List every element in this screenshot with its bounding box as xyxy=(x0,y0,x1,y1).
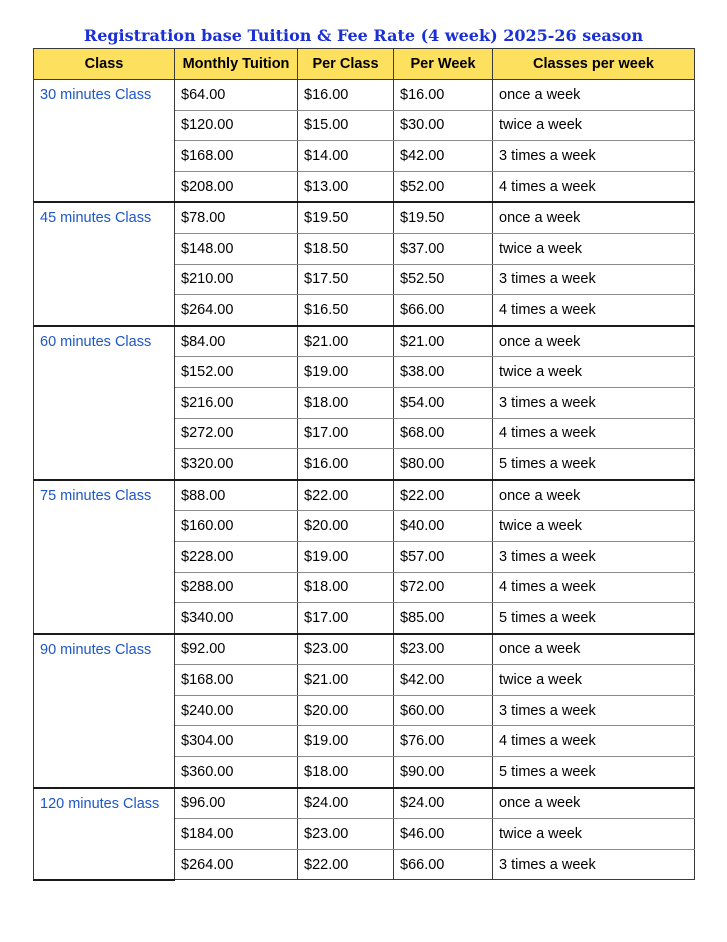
monthly-tuition-cell: $152.00 xyxy=(175,357,298,388)
table-row xyxy=(34,326,695,357)
per-week-cell: $23.00 xyxy=(394,634,493,665)
per-week-cell: $60.00 xyxy=(394,695,493,726)
classes-per-week-cell: 3 times a week xyxy=(493,541,695,572)
header-per-week: Per Week xyxy=(394,49,493,80)
table-row xyxy=(34,480,695,511)
classes-per-week-cell: 4 times a week xyxy=(493,295,695,326)
per-class-cell: $18.50 xyxy=(298,233,394,264)
classes-per-week-cell: 3 times a week xyxy=(493,141,695,172)
per-class-cell: $19.50 xyxy=(298,202,394,233)
monthly-tuition-cell: $120.00 xyxy=(175,110,298,141)
per-week-cell: $16.00 xyxy=(394,80,493,111)
per-class-cell: $22.00 xyxy=(298,849,394,880)
classes-per-week-cell: 5 times a week xyxy=(493,449,695,480)
per-week-cell: $30.00 xyxy=(394,110,493,141)
per-week-cell: $38.00 xyxy=(394,357,493,388)
monthly-tuition-cell: $84.00 xyxy=(175,326,298,357)
per-class-cell: $15.00 xyxy=(298,110,394,141)
classes-per-week-cell: 3 times a week xyxy=(493,695,695,726)
per-week-cell: $22.00 xyxy=(394,480,493,511)
monthly-tuition-cell: $160.00 xyxy=(175,511,298,542)
header-class: Class xyxy=(34,49,175,80)
per-class-cell: $24.00 xyxy=(298,788,394,819)
classes-per-week-cell: 5 times a week xyxy=(493,603,695,634)
classes-per-week-cell: twice a week xyxy=(493,511,695,542)
class-group-label: 60 minutes Class xyxy=(34,326,175,480)
classes-per-week-cell: twice a week xyxy=(493,665,695,696)
per-week-cell: $66.00 xyxy=(394,295,493,326)
header-row xyxy=(34,49,695,80)
per-week-cell: $90.00 xyxy=(394,757,493,788)
per-class-cell: $19.00 xyxy=(298,726,394,757)
page-title: Registration base Tuition & Fee Rate (4 week) 2025-26 season xyxy=(83,26,644,45)
classes-per-week-cell: 3 times a week xyxy=(493,849,695,880)
classes-per-week-cell: twice a week xyxy=(493,357,695,388)
tuition-rate-table xyxy=(33,48,695,881)
monthly-tuition-cell: $148.00 xyxy=(175,233,298,264)
table-row xyxy=(34,80,695,111)
monthly-tuition-cell: $96.00 xyxy=(175,788,298,819)
monthly-tuition-cell: $88.00 xyxy=(175,480,298,511)
table-header xyxy=(34,49,695,80)
per-class-cell: $22.00 xyxy=(298,480,394,511)
monthly-tuition-cell: $216.00 xyxy=(175,387,298,418)
per-week-cell: $76.00 xyxy=(394,726,493,757)
per-week-cell: $80.00 xyxy=(394,449,493,480)
per-week-cell: $68.00 xyxy=(394,418,493,449)
monthly-tuition-cell: $304.00 xyxy=(175,726,298,757)
classes-per-week-cell: once a week xyxy=(493,480,695,511)
per-week-cell: $72.00 xyxy=(394,572,493,603)
classes-per-week-cell: 4 times a week xyxy=(493,171,695,202)
classes-per-week-cell: once a week xyxy=(493,634,695,665)
per-week-cell: $24.00 xyxy=(394,788,493,819)
monthly-tuition-cell: $78.00 xyxy=(175,202,298,233)
header-classes-per-week: Classes per week xyxy=(493,49,695,80)
monthly-tuition-cell: $264.00 xyxy=(175,295,298,326)
class-group-label: 90 minutes Class xyxy=(34,634,175,788)
per-week-cell: $52.50 xyxy=(394,264,493,295)
class-group-label: 45 minutes Class xyxy=(34,202,175,325)
table-row xyxy=(34,788,695,819)
monthly-tuition-cell: $264.00 xyxy=(175,849,298,880)
monthly-tuition-cell: $64.00 xyxy=(175,80,298,111)
per-class-cell: $20.00 xyxy=(298,511,394,542)
per-week-cell: $57.00 xyxy=(394,541,493,572)
per-class-cell: $16.50 xyxy=(298,295,394,326)
classes-per-week-cell: 3 times a week xyxy=(493,264,695,295)
classes-per-week-cell: once a week xyxy=(493,80,695,111)
per-class-cell: $16.00 xyxy=(298,449,394,480)
per-class-cell: $23.00 xyxy=(298,819,394,850)
classes-per-week-cell: 5 times a week xyxy=(493,757,695,788)
per-class-cell: $14.00 xyxy=(298,141,394,172)
classes-per-week-cell: twice a week xyxy=(493,233,695,264)
class-group-label: 30 minutes Class xyxy=(34,80,175,203)
per-week-cell: $66.00 xyxy=(394,849,493,880)
per-week-cell: $52.00 xyxy=(394,171,493,202)
classes-per-week-cell: twice a week xyxy=(493,110,695,141)
per-class-cell: $16.00 xyxy=(298,80,394,111)
monthly-tuition-cell: $168.00 xyxy=(175,141,298,172)
monthly-tuition-cell: $240.00 xyxy=(175,695,298,726)
per-week-cell: $42.00 xyxy=(394,141,493,172)
per-class-cell: $21.00 xyxy=(298,326,394,357)
per-class-cell: $19.00 xyxy=(298,541,394,572)
monthly-tuition-cell: $288.00 xyxy=(175,572,298,603)
classes-per-week-cell: once a week xyxy=(493,788,695,819)
classes-per-week-cell: 3 times a week xyxy=(493,387,695,418)
classes-per-week-cell: twice a week xyxy=(493,819,695,850)
per-class-cell: $21.00 xyxy=(298,665,394,696)
per-week-cell: $54.00 xyxy=(394,387,493,418)
monthly-tuition-cell: $340.00 xyxy=(175,603,298,634)
monthly-tuition-cell: $320.00 xyxy=(175,449,298,480)
per-week-cell: $46.00 xyxy=(394,819,493,850)
classes-per-week-cell: 4 times a week xyxy=(493,572,695,603)
classes-per-week-cell: 4 times a week xyxy=(493,726,695,757)
table-body xyxy=(34,80,695,880)
classes-per-week-cell: 4 times a week xyxy=(493,418,695,449)
per-week-cell: $40.00 xyxy=(394,511,493,542)
classes-per-week-cell: once a week xyxy=(493,326,695,357)
classes-per-week-cell: once a week xyxy=(493,202,695,233)
per-class-cell: $18.00 xyxy=(298,757,394,788)
per-class-cell: $18.00 xyxy=(298,387,394,418)
per-week-cell: $42.00 xyxy=(394,665,493,696)
per-class-cell: $17.00 xyxy=(298,603,394,634)
table-row xyxy=(34,634,695,665)
monthly-tuition-cell: $210.00 xyxy=(175,264,298,295)
monthly-tuition-cell: $92.00 xyxy=(175,634,298,665)
table-row xyxy=(34,202,695,233)
monthly-tuition-cell: $228.00 xyxy=(175,541,298,572)
header-per-class: Per Class xyxy=(298,49,394,80)
per-class-cell: $18.00 xyxy=(298,572,394,603)
per-class-cell: $23.00 xyxy=(298,634,394,665)
monthly-tuition-cell: $272.00 xyxy=(175,418,298,449)
monthly-tuition-cell: $184.00 xyxy=(175,819,298,850)
per-week-cell: $21.00 xyxy=(394,326,493,357)
class-group-label: 75 minutes Class xyxy=(34,480,175,634)
per-week-cell: $85.00 xyxy=(394,603,493,634)
header-monthly-tuition: Monthly Tuition xyxy=(175,49,298,80)
monthly-tuition-cell: $360.00 xyxy=(175,757,298,788)
per-week-cell: $19.50 xyxy=(394,202,493,233)
per-class-cell: $20.00 xyxy=(298,695,394,726)
per-class-cell: $19.00 xyxy=(298,357,394,388)
monthly-tuition-cell: $168.00 xyxy=(175,665,298,696)
per-week-cell: $37.00 xyxy=(394,233,493,264)
per-class-cell: $17.00 xyxy=(298,418,394,449)
monthly-tuition-cell: $208.00 xyxy=(175,171,298,202)
per-class-cell: $13.00 xyxy=(298,171,394,202)
class-group-label: 120 minutes Class xyxy=(34,788,175,880)
per-class-cell: $17.50 xyxy=(298,264,394,295)
